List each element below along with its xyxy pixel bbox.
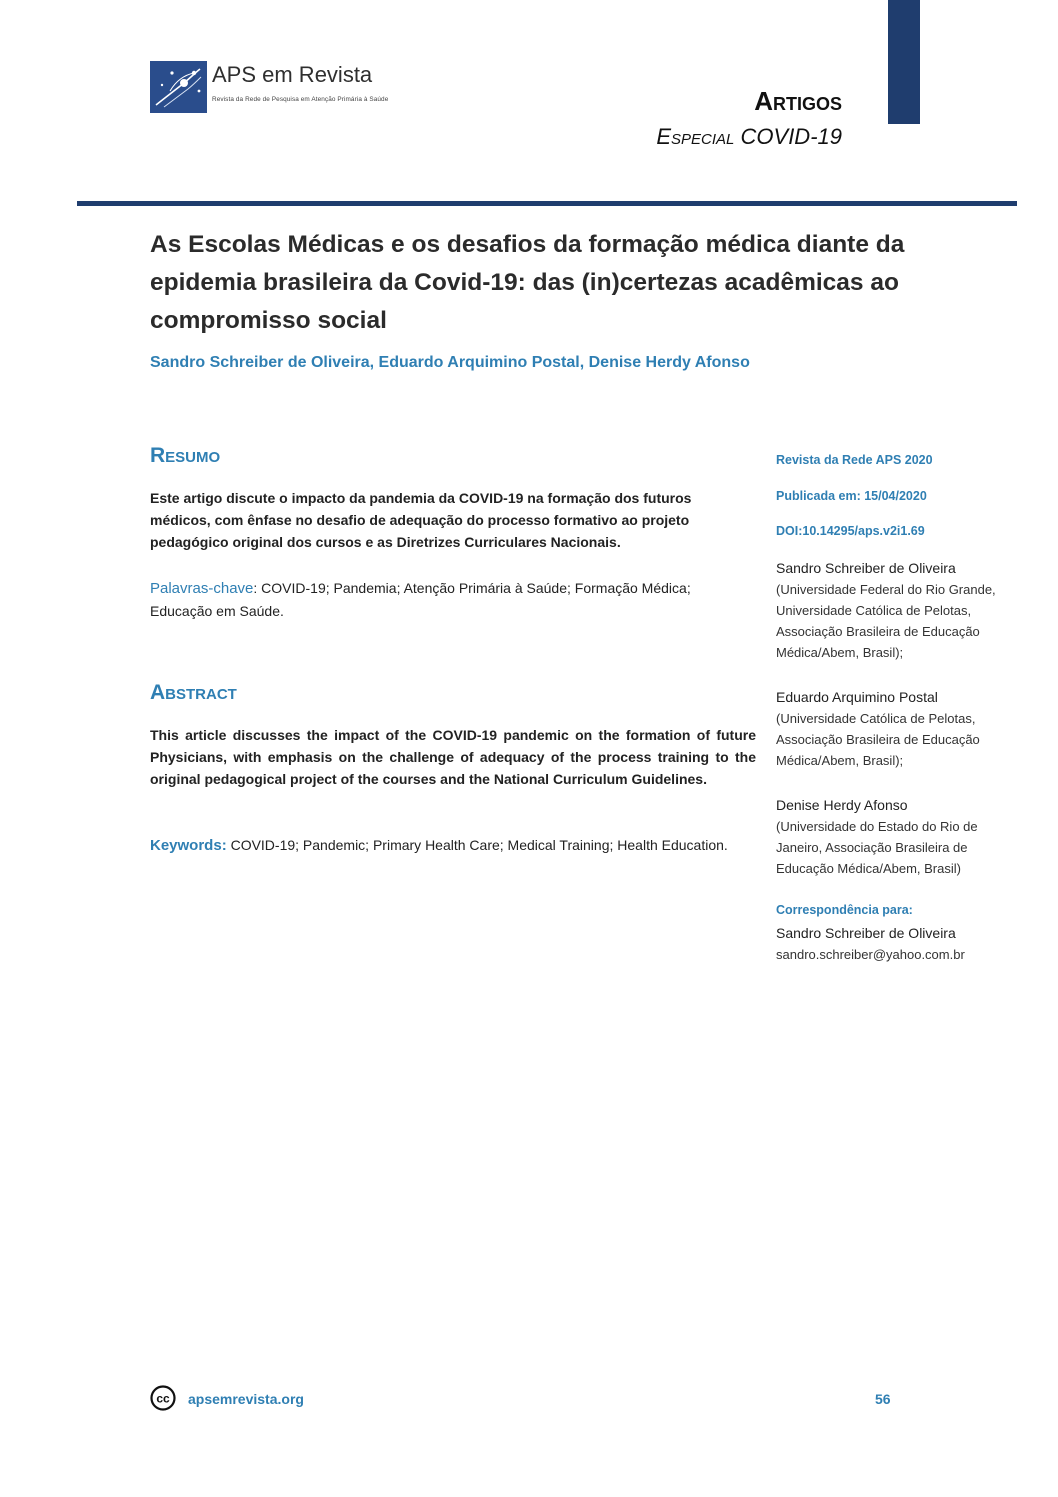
special-prefix: Especial bbox=[656, 124, 735, 149]
keywords-en: COVID-19; Pandemic; Primary Health Care; Medical Training; Health Education. bbox=[226, 837, 728, 853]
affiliation-2 bbox=[776, 686, 1021, 771]
affiliation-text: (Universidade Católica de Pelotas, Associação Brasileira de Educação Médica/Abem, Brasil); bbox=[776, 711, 980, 768]
keywords-label-en: Keywords: bbox=[150, 837, 227, 854]
journal-name: APS em Revista bbox=[212, 62, 373, 87]
doi: DOI:10.14295/aps.v2i1.69 bbox=[776, 524, 925, 538]
affiliation-name: Denise Herdy Afonso bbox=[776, 797, 908, 813]
abstract-keywords bbox=[150, 834, 756, 857]
affiliation-text: (Universidade do Estado do Rio de Janeiro, Associação Brasileira de Educação Médica/Abem, Brasil) bbox=[776, 819, 978, 876]
special-topic: COVID-19 bbox=[740, 124, 842, 149]
abstract-heading: Abstract bbox=[150, 681, 237, 704]
resumo-keywords bbox=[150, 577, 756, 622]
affiliation-text: (Universidade Federal do Rio Grande, Universidade Católica de Pelotas, Associação Brasileira de Educação Médica/Abem, Brasil); bbox=[776, 582, 996, 660]
article-title: As Escolas Médicas e os desafios da formação médica diante da epidemia brasileira da Covid-19: das (in)certezas acadêmicas ao compromisso social bbox=[150, 231, 905, 334]
keywords-pt: : COVID-19; Pandemia; Atenção Primária à Saúde; Formação Médica; Educação em Saúde. bbox=[150, 580, 691, 619]
keywords-label-pt: Palavras-chave bbox=[150, 580, 254, 597]
published-date: Publicada em: 15/04/2020 bbox=[776, 489, 927, 503]
logo-mark-icon bbox=[150, 61, 207, 113]
affiliation-3 bbox=[776, 794, 1021, 879]
correspondence-block bbox=[776, 922, 1021, 965]
article-authors: Sandro Schreiber de Oliveira, Eduardo Arquimino Postal, Denise Herdy Afonso bbox=[150, 354, 750, 371]
journal-logo bbox=[150, 61, 390, 113]
resumo-text: Este artigo discute o impacto da pandemia da COVID-19 na formação dos futuros médicos, com ênfase no desafio de adequação do processo formativo ao projeto pedagógico original dos cursos e as Diretrizes Curriculares Nacionais. bbox=[150, 490, 692, 550]
correspondence-label: Correspondência para: bbox=[776, 903, 913, 917]
affiliation-name: Eduardo Arquimino Postal bbox=[776, 689, 938, 705]
license-glyph: cc bbox=[156, 1391, 170, 1406]
header-divider bbox=[77, 201, 1017, 206]
abstract-text: This article discusses the impact of the COVID-19 pandemic on the formation of future Physicians, with emphasis on the challenge of adequacy of the process training to the original pedagogical project of the courses and the National Curriculum Guidelines. bbox=[150, 727, 756, 787]
corner-accent-bar bbox=[888, 0, 920, 124]
journal-year: Revista da Rede APS 2020 bbox=[776, 453, 933, 467]
creative-commons-icon bbox=[150, 1385, 176, 1411]
affiliation-name: Sandro Schreiber de Oliveira bbox=[776, 560, 956, 576]
affiliation-1 bbox=[776, 557, 1021, 663]
special-issue-label bbox=[656, 124, 842, 150]
correspondence-email[interactable]: sandro.schreiber@yahoo.com.br bbox=[776, 947, 965, 962]
section-title: Artigos bbox=[754, 86, 842, 116]
resumo-heading: Resumo bbox=[150, 444, 221, 467]
page-number: 56 bbox=[875, 1391, 891, 1407]
correspondence-name: Sandro Schreiber de Oliveira bbox=[776, 925, 956, 941]
journal-subtitle: Revista da Rede de Pesquisa em Atenção Primária à Saúde bbox=[212, 96, 389, 103]
footer-url[interactable]: apsemrevista.org bbox=[188, 1391, 304, 1407]
